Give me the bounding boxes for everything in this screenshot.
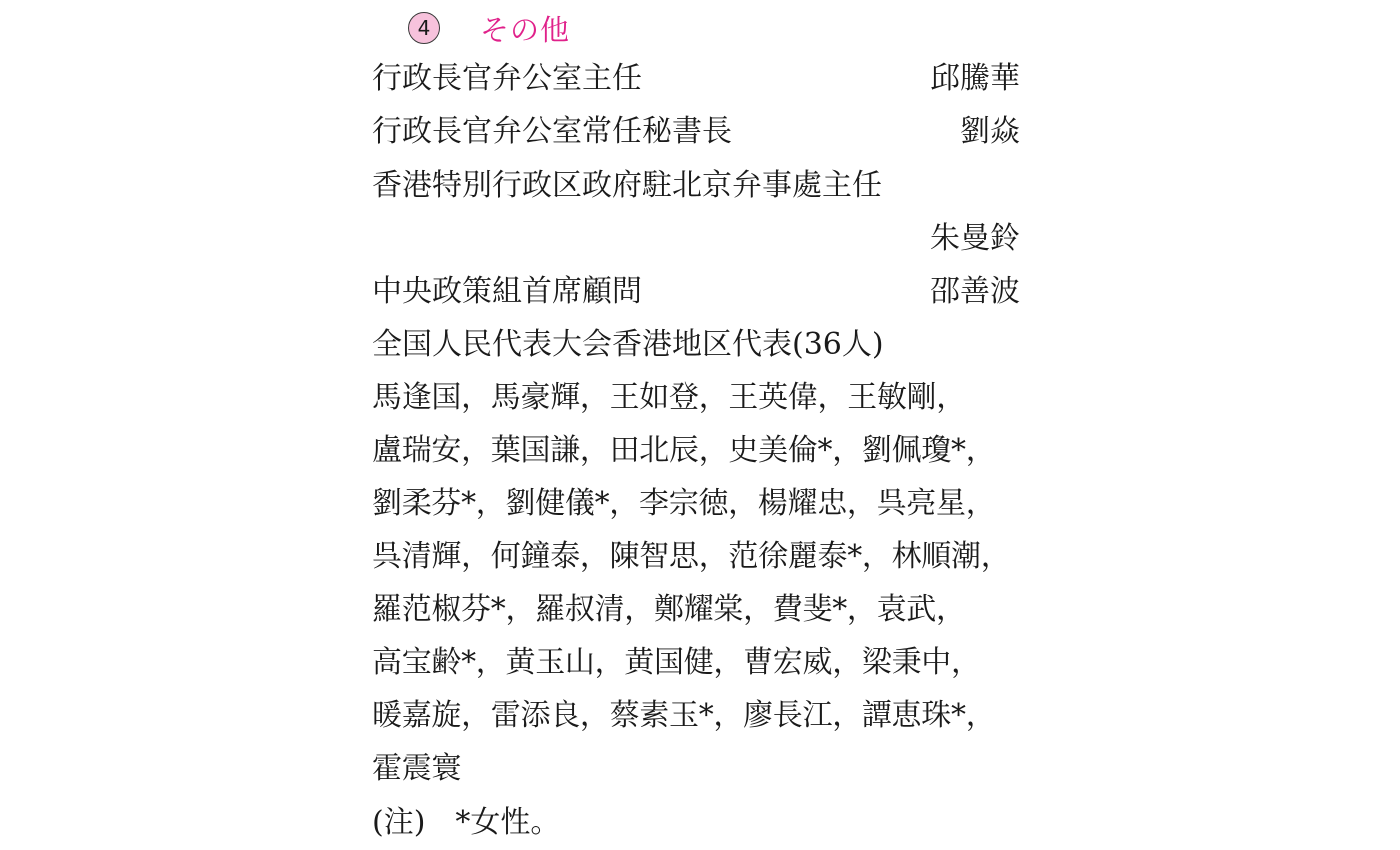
official-name: 邱騰華 bbox=[930, 61, 1020, 96]
official-row bbox=[372, 272, 1032, 312]
document-page bbox=[372, 0, 1032, 850]
official-row bbox=[372, 59, 1032, 99]
official-position: 行政長官弁公室主任 bbox=[372, 61, 642, 96]
official-row bbox=[372, 166, 1032, 206]
npc-member-line: 馬逢国，馬豪輝，王如登，王英偉，王敏剛， bbox=[372, 380, 966, 415]
npc-member-line: 羅范椒芬*，羅叔清，鄭耀棠，費斐*，袁武， bbox=[372, 592, 966, 627]
npc-heading: 全国人民代表大会香港地区代表(36人) bbox=[372, 327, 884, 362]
official-name: 劉焱 bbox=[960, 114, 1020, 149]
section-title: その他 bbox=[480, 12, 571, 47]
npc-member-line: 盧瑞安，葉国謙，田北辰，史美倫*，劉佩瓊*， bbox=[372, 433, 996, 468]
npc-member-line: 霍震寰 bbox=[372, 751, 462, 786]
npc-member-line: 高宝齢*，黄玉山，黄国健，曹宏威，梁秉中， bbox=[372, 645, 981, 680]
npc-member-line: 劉柔芬*，劉健儀*，李宗徳，楊耀忠，呉亮星， bbox=[372, 486, 996, 521]
section-heading bbox=[408, 6, 570, 50]
official-position: 行政長官弁公室常任秘書長 bbox=[372, 114, 732, 149]
official-name: 朱曼鈴 bbox=[930, 221, 1020, 256]
official-row-continued bbox=[372, 219, 1032, 259]
official-position: 香港特別行政区政府駐北京弁事處主任 bbox=[372, 168, 882, 203]
official-position: 中央政策組首席顧問 bbox=[372, 274, 642, 309]
official-name: 邵善波 bbox=[930, 274, 1020, 309]
section-number-badge: 4 bbox=[408, 12, 440, 44]
official-row bbox=[372, 112, 1032, 152]
footnote: (注) *女性。 bbox=[372, 805, 561, 840]
npc-member-line: 呉清輝，何鐘泰，陳智思，范徐麗泰*，林順潮， bbox=[372, 539, 1011, 574]
npc-member-line: 暖嘉旋，雷添良，蔡素玉*，廖長江，譚恵珠*， bbox=[372, 698, 996, 733]
